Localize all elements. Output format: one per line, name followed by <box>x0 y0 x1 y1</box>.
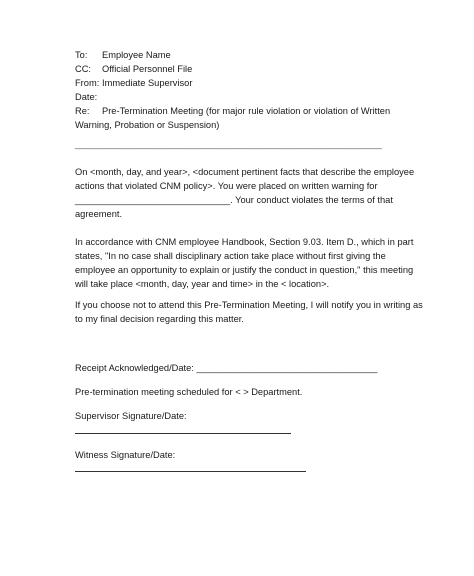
to-value: Employee Name <box>102 50 171 60</box>
paragraph-2-line-4: will take place <month, day, year and time> in the < location>. <box>75 279 330 289</box>
re-line-2: Warning, Probation or Suspension) <box>75 120 220 130</box>
from-value: Immediate Supervisor <box>102 78 193 88</box>
paragraph-3-line-1: If you choose not to attend this Pre-Termination Meeting, I will notify you in writing as <box>75 300 423 310</box>
supervisor-signature-label: Supervisor Signature/Date: <box>75 411 187 421</box>
paragraph-2-line-2: states, "In no case shall disciplinary action take place without first giving the <box>75 251 386 261</box>
to-label: To: <box>75 50 88 60</box>
paragraph-2-line-1: In accordance with CNM employee Handbook, Section 9.03. Item D., which in part <box>75 237 414 247</box>
re-label: Re: <box>75 106 90 116</box>
paragraph-1-line-1: On <month, day, and year>, <document pertinent facts that describe the employee <box>75 167 415 177</box>
paragraph-2-line-3: employee an opportunity to explain or justify the conduct in question," this meeting <box>75 265 414 275</box>
re-line-1: Pre-Termination Meeting (for major rule violation or violation of Written <box>102 106 391 116</box>
paragraph-1-line-3: ______________________________. Your conduct violates the terms of that <box>75 195 393 205</box>
cc-label: CC: <box>75 64 92 74</box>
cc-value: Official Personnel File <box>102 64 193 74</box>
paragraph-1-line-4: agreement. <box>75 209 123 219</box>
date-label: Date: <box>75 92 98 102</box>
supervisor-signature-rule <box>75 433 291 434</box>
witness-signature-rule <box>75 471 306 472</box>
witness-signature-label: Witness Signature/Date: <box>75 450 176 460</box>
paragraph-1-line-2: actions that violated CNM policy>. You were placed on written warning for <box>75 181 378 191</box>
from-label: From: <box>75 78 100 88</box>
pretermination-scheduled-line: Pre-termination meeting scheduled for < > Department. <box>75 387 303 397</box>
paragraph-3-line-2: to my final decision regarding this matter. <box>75 314 244 324</box>
receipt-acknowledged-line: Receipt Acknowledged/Date: ___________________________________ <box>75 363 378 373</box>
separator-rule: ___________________________________________________________________ <box>75 139 382 149</box>
